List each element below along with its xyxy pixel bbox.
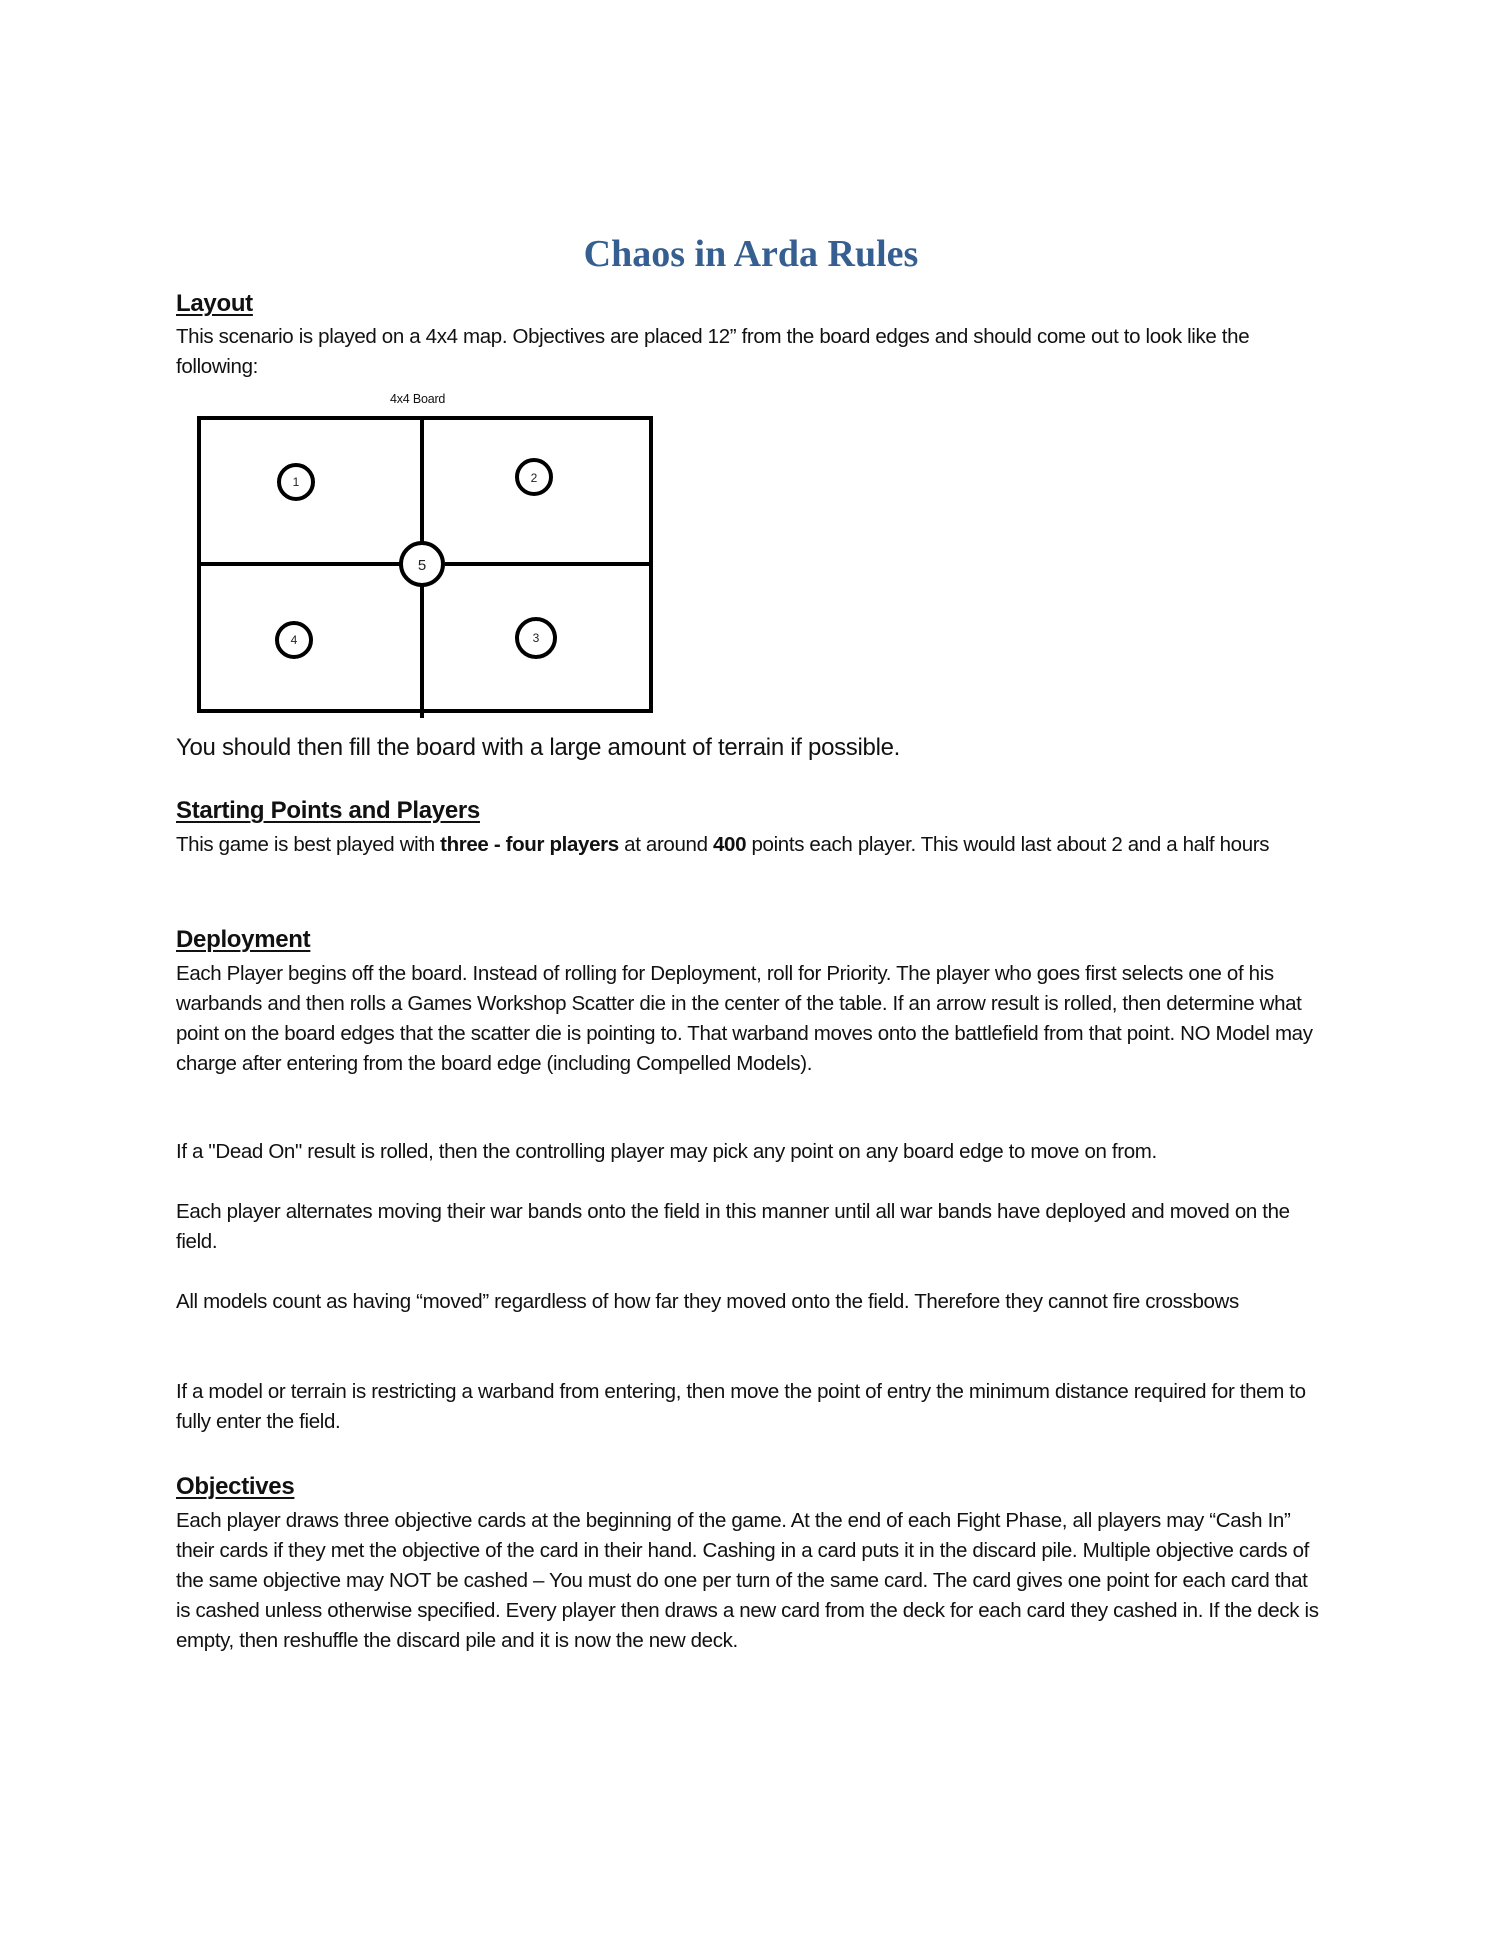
deployment-paragraph: If a "Dead On" result is rolled, then the controlling player may pick any point on any board edge to move on from.: [176, 1140, 1157, 1163]
objective-2: 2: [530, 471, 538, 485]
deployment-paragraph: If a model or terrain is restricting a warband from entering, then move the point of entry the minimum distance required for them to fully enter the field.: [176, 1380, 1306, 1433]
objectives-heading: Objectives: [176, 1473, 295, 1500]
layout-body: This scenario is played on a 4x4 map. Objectives are placed 12” from the board edges and should come out to look like the following:: [176, 325, 1250, 378]
deployment-heading: Deployment: [176, 926, 311, 953]
board-diagram: [176, 392, 676, 722]
starting-heading: Starting Points and Players: [176, 797, 480, 824]
terrain-note: You should then fill the board with a large amount of terrain if possible.: [176, 734, 901, 761]
deployment-paragraph: Each player alternates moving their war bands onto the field in this manner until all war bands have deployed and moved on the field.: [176, 1200, 1290, 1253]
objective-3: 3: [532, 631, 540, 645]
board-label: 4x4 Board: [390, 392, 446, 406]
board-grid-icon: [176, 392, 676, 722]
objectives-body: Each player draws three objective cards at the beginning of the game. At the end of each Fight Phase, all players may “Cash In” their cards if they met the objective of the card in their hand. Cashing in a card puts it in the discard pile. Multiple objective cards of the same objective may NOT be cashed – You must do one per turn of the same card. The card gives one point for each card that is cashed unless otherwise specified. Every player then draws a new card from the deck for each card they cashed in. If the deck is empty, then reshuffle the discard pile and it is now the new deck.: [176, 1509, 1319, 1652]
deployment-paragraph: All models count as having “moved” regardless of how far they moved onto the field. Therefore they cannot fire crossbows: [176, 1290, 1239, 1313]
starting-body: This game is best played with three - four players at around 400 points each player. This would last about 2 and a half hours: [176, 833, 1270, 856]
layout-heading: Layout: [176, 290, 253, 317]
objective-4: 4: [290, 633, 298, 647]
objective-1: 1: [292, 475, 300, 489]
deployment-paragraph: Each Player begins off the board. Instead of rolling for Deployment, roll for Priority. The player who goes first selects one of his warbands and then rolls a Games Workshop Scatter die in the center of the table. If an arrow result is rolled, then determine what point on the board edges that the scatter die is pointing to. That warband moves onto the battlefield from that point. NO Model may charge after entering from the board edge (including Compelled Models).: [176, 962, 1313, 1075]
objective-5: 5: [417, 557, 427, 574]
page-title: Chaos in Arda Rules: [583, 233, 919, 275]
